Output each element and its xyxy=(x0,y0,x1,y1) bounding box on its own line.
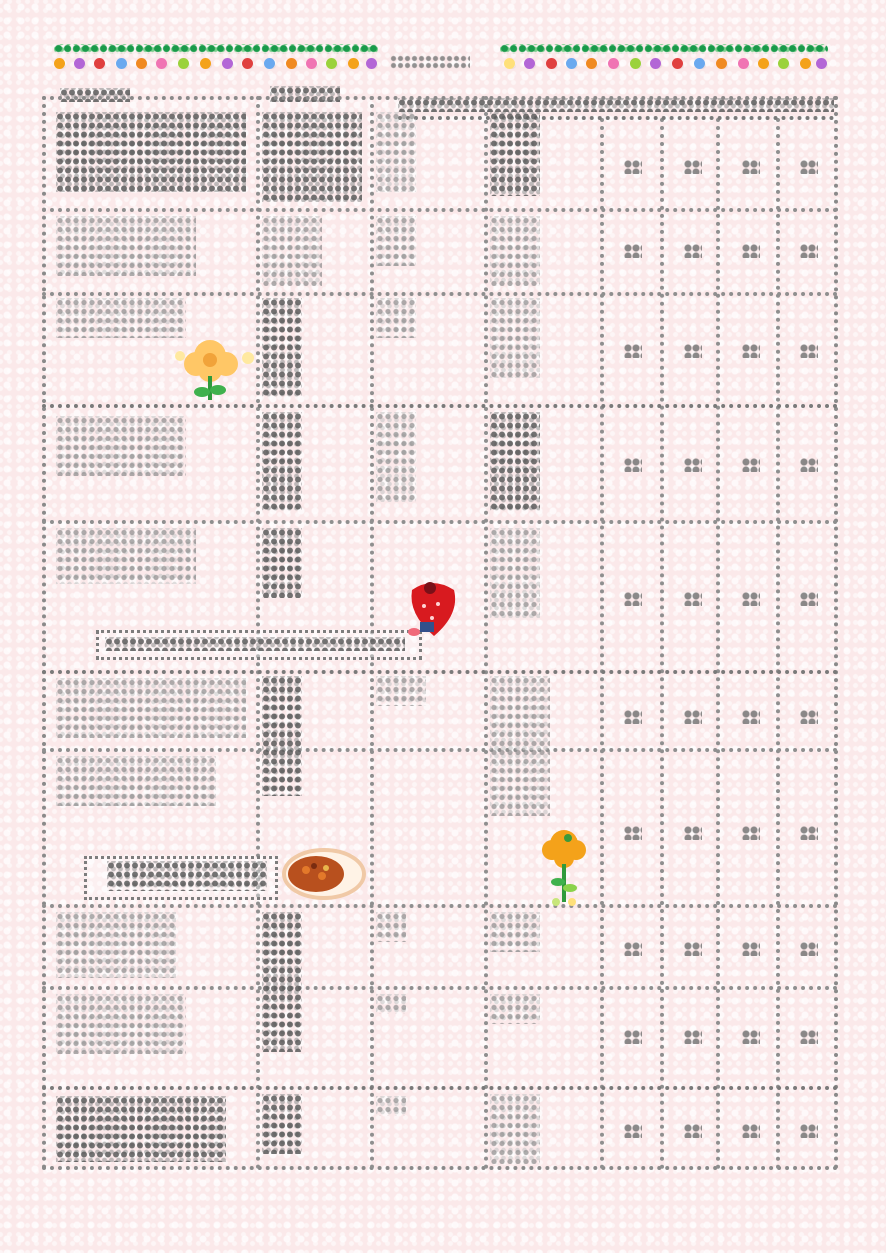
cell-mark xyxy=(800,826,818,840)
cell-mark xyxy=(624,458,642,472)
note-banner xyxy=(96,630,422,660)
cell-mark xyxy=(800,458,818,472)
row-divider xyxy=(42,670,838,674)
garland-flowers xyxy=(500,58,828,72)
row-divider xyxy=(42,292,838,296)
cell-mark xyxy=(742,710,760,724)
column-divider xyxy=(484,96,488,1170)
cell-text xyxy=(376,412,416,502)
cell-mark xyxy=(684,592,702,606)
row-divider xyxy=(398,116,834,120)
strawberry-icon xyxy=(400,576,464,646)
column-divider xyxy=(660,118,664,1170)
cell-mark xyxy=(624,1030,642,1044)
cell-mark xyxy=(684,244,702,258)
cell-mark xyxy=(800,1124,818,1138)
cell-mark xyxy=(624,244,642,258)
cell-text xyxy=(490,412,540,512)
cell-mark xyxy=(684,826,702,840)
cell-text xyxy=(262,412,302,512)
cell-mark xyxy=(742,160,760,174)
cell-text xyxy=(56,1096,226,1162)
cell-mark xyxy=(800,344,818,358)
cell-mark xyxy=(800,160,818,174)
column-divider xyxy=(776,118,780,1170)
cell-mark xyxy=(684,1124,702,1138)
cell-text xyxy=(262,1094,302,1154)
cell-mark xyxy=(800,1030,818,1044)
garland-flowers xyxy=(54,58,378,72)
cell-text xyxy=(376,676,426,706)
row-divider xyxy=(42,986,838,990)
cell-mark xyxy=(742,592,760,606)
curry-plate-icon xyxy=(282,846,366,902)
cell-text xyxy=(56,416,186,476)
cell-mark xyxy=(742,458,760,472)
column-divider xyxy=(716,118,720,1170)
cell-mark xyxy=(684,160,702,174)
cell-mark xyxy=(624,826,642,840)
cell-mark xyxy=(742,1030,760,1044)
column-divider xyxy=(600,118,604,1170)
cell-text xyxy=(490,216,540,286)
cell-mark xyxy=(624,710,642,724)
cell-text xyxy=(262,912,302,1052)
row-divider xyxy=(42,520,838,524)
cell-mark xyxy=(684,344,702,358)
cell-text xyxy=(490,298,540,378)
cell-text xyxy=(490,994,540,1024)
note-banner xyxy=(84,856,278,900)
cell-text xyxy=(262,216,322,286)
cell-mark xyxy=(800,942,818,956)
cell-mark xyxy=(624,1124,642,1138)
row-divider xyxy=(42,1086,838,1090)
garland-leaves xyxy=(500,44,828,54)
cell-text xyxy=(262,528,302,598)
cell-text xyxy=(56,912,176,978)
cell-mark xyxy=(800,244,818,258)
cell-mark xyxy=(624,592,642,606)
cell-mark xyxy=(742,344,760,358)
row-divider xyxy=(42,904,838,908)
cell-mark xyxy=(684,458,702,472)
cell-text xyxy=(376,1096,406,1116)
cell-text xyxy=(490,912,540,952)
cell-text xyxy=(56,678,246,738)
orange-flower-icon xyxy=(538,826,592,908)
cell-text xyxy=(56,756,216,806)
row-divider xyxy=(42,748,838,752)
cell-text xyxy=(56,528,196,584)
banner-text xyxy=(105,637,405,651)
cell-text xyxy=(490,1094,540,1164)
flower-garland-left xyxy=(54,42,378,76)
cell-text xyxy=(262,676,302,796)
cell-mark xyxy=(684,1030,702,1044)
cell-mark xyxy=(742,244,760,258)
cell-text xyxy=(262,298,302,398)
cell-text xyxy=(490,528,540,618)
cell-mark xyxy=(800,710,818,724)
title-mark xyxy=(390,55,470,69)
cell-mark xyxy=(684,710,702,724)
row-divider xyxy=(42,404,838,408)
garland-leaves xyxy=(54,44,378,54)
cell-mark xyxy=(684,942,702,956)
cell-text xyxy=(262,112,362,202)
cell-mark xyxy=(742,942,760,956)
row-divider xyxy=(42,208,838,212)
cell-text xyxy=(490,112,540,196)
cell-text xyxy=(56,994,186,1054)
yellow-flower-icon xyxy=(170,336,260,408)
cell-mark xyxy=(624,942,642,956)
cell-text xyxy=(376,112,416,192)
flower-garland-right xyxy=(500,42,828,76)
banner-text xyxy=(107,861,267,891)
cell-text xyxy=(376,994,406,1014)
cell-text xyxy=(56,216,196,276)
cell-text xyxy=(376,912,406,942)
cell-mark xyxy=(624,160,642,174)
cell-text xyxy=(376,298,416,338)
cell-text xyxy=(56,112,246,192)
cell-text xyxy=(376,216,416,266)
cell-mark xyxy=(742,1124,760,1138)
cell-mark xyxy=(624,344,642,358)
cell-text xyxy=(56,298,186,338)
cell-mark xyxy=(742,826,760,840)
cell-text xyxy=(490,676,550,816)
cell-mark xyxy=(800,592,818,606)
